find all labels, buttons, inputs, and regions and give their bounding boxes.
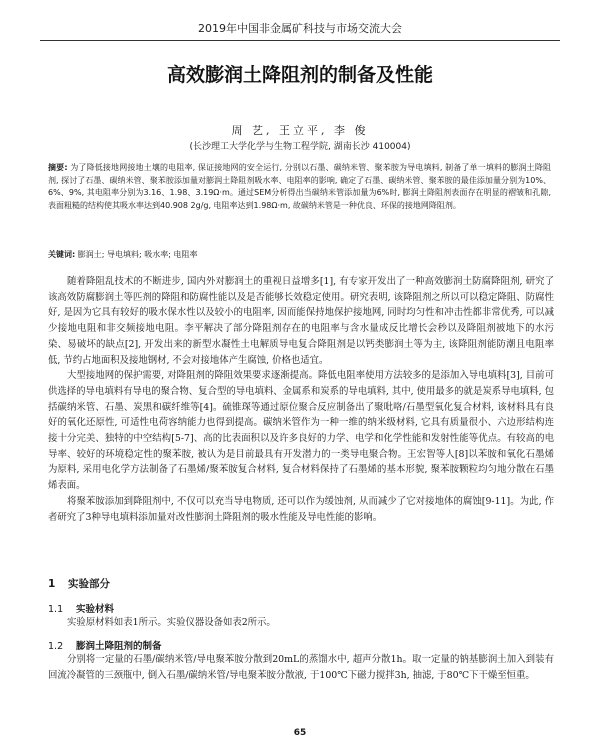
- intro-paragraph: 将聚苯胺添加到降阻剂中, 不仅可以充当导电物质, 还可以作为缓蚀剂, 从而减少了它对接地体的腐蚀[9-11]。为此, 作者研究了3种导电填料添加量对改性膨润土降阻剂的吸水性能及导电性能的影响。: [48, 495, 554, 523]
- section-1-2-body: [48, 652, 554, 683]
- keywords: [48, 249, 551, 260]
- authors: 周 艺, 王立平, 李 俊: [231, 124, 369, 137]
- paper-title: 高效膨润土降阻剂的制备及性能: [166, 64, 433, 86]
- abstract-text: 为了降低接地网接地土壤的电阻率, 保证接地网的安全运行, 分别以石墨、碳纳米管、聚苯胺为导电填料, 制备了单一填料的膨润土降阻剂, 探讨了石墨、碳纳米管、聚苯胺添加量对膨润土降阻剂吸水率、电阻率的影响, 确定了石墨、碳纳米管、聚苯胺的最佳添加量分别为10%、6%、9%, 其电阻率分别为3.16、1.98、3.19Ω·m。通过SEM分析得出当碳纳米管添加量为6%时, 膨润土降阻剂表面存在明显的褶皱和孔隙, 表面粗糙的结构使其吸水率达到40.908 2g/g, 电阻率达到1.98Ω·m, 故碳纳米管是一种优良、环保的接地网降阻剂。: [48, 163, 552, 210]
- subsection-title: 膨润土降阻剂的制备: [76, 641, 162, 652]
- subsection-number: 1.2: [48, 641, 64, 652]
- section-heading-1-1: [48, 601, 114, 615]
- subsection-number: 1.1: [48, 604, 64, 615]
- section-heading-1: [48, 576, 110, 591]
- running-header: 2019年中国非金属矿科技与市场交流大会: [40, 20, 560, 41]
- section-number: 1: [48, 578, 56, 590]
- affiliation: (长沙理工大学化学与生物工程学院, 湖南长沙 410004): [189, 142, 411, 152]
- abstract: [48, 162, 551, 212]
- keywords-text: 膨润土; 导电填料; 吸水率; 电阻率: [77, 250, 198, 259]
- introduction: [48, 274, 554, 525]
- section-1-1-body: [48, 615, 554, 631]
- page-number: 65: [293, 728, 307, 738]
- keywords-label: 关键词:: [48, 250, 76, 259]
- subsection-title: 实验材料: [76, 604, 115, 615]
- abstract-label: 摘要:: [48, 163, 68, 172]
- section-heading-1-2: [48, 638, 162, 652]
- section-paragraph: 分别将一定量的石墨/碳纳米管/导电聚苯胺分散到20mL的蒸馏水中, 超声分散1h。取一定量的钠基膨润土加入到装有回流冷凝管的三颈瓶中, 倒入石墨/碳纳米管/导电聚苯胺分散液, 于100℃下磁力搅拌3h, 抽滤, 于80℃下干燥至恒重。: [48, 654, 554, 681]
- section-title: 实验部分: [68, 578, 110, 590]
- intro-paragraph: 大型接地网的保护需要, 对降阻剂的降阻效果要求逐渐提高。降低电阻率使用方法较多的是添加入导电填料[3], 目前可供选择的导电填料有导电的聚合物、复合型的导电填料、金属系和炭系的导电填料, 其中, 使用最多的就是炭系导电填料, 包括碳纳米管、石墨、炭黑和碳纤维等[4]。硫锥琛等通过原位聚合反应制备出了聚吡咯/石墨型氧化复合材料, 该材料具有良好的氧化还原性, 可适性电荷容纳能力也得到提高。碳纳米管作为一种一维的纳米级材料, 它具有质量很小、六边形结构连接十分完美、独特的中空结构[5-7]、高的比表面积以及许多良好的力学、电学和化学性能和发射性能等优点。有较高的电导率、较好的环境稳定性的聚苯胺, 被认为是目前最具有开发潜力的一类导电聚合物。王宏智等人[8]以苯胺和氧化石墨烯为原料, 采用电化学方法制备了石墨烯/聚苯胺复合材料, 复合材料保持了石墨烯的基本形貌, 聚苯胺颗粒均匀地分散在石墨烯表面。: [48, 370, 554, 492]
- section-paragraph: 实验原材料如表1所示。实验仪器设备如表2所示。: [67, 617, 276, 628]
- intro-paragraph: 随着降阻乱技术的不断进步, 国内外对膨润土的重视日益增多[1], 有专家开发出了一种高效膨润土防腐降阻剂, 研究了该高效防腐膨润土等匹剂的降阻和防腐性能以及是否能够长效稳定使用。研究表明, 该降阻剂之所以可以稳定降阻、防腐性好, 是因为它具有较好的吸水保水性以及较小的电阻率, 因而能保持地保护接地网, 同时均匀性和冲击性都非常优秀, 可以减少接地电阻和非交频接地电阻。李平解决了部分降阻剂存在的电阻率与含水量成反比增长会秒以及降阻剂被地下的水污染、易破坏的缺点[2], 开发出来的新型水凝性土电解质导电复合降阻剂是以钙类膨润土等为主, 该降阻剂能防潮且电阻率低, 节约占地面积及接地钢材, 不会对接地体产生腐蚀, 价格也适宜。: [48, 276, 554, 366]
